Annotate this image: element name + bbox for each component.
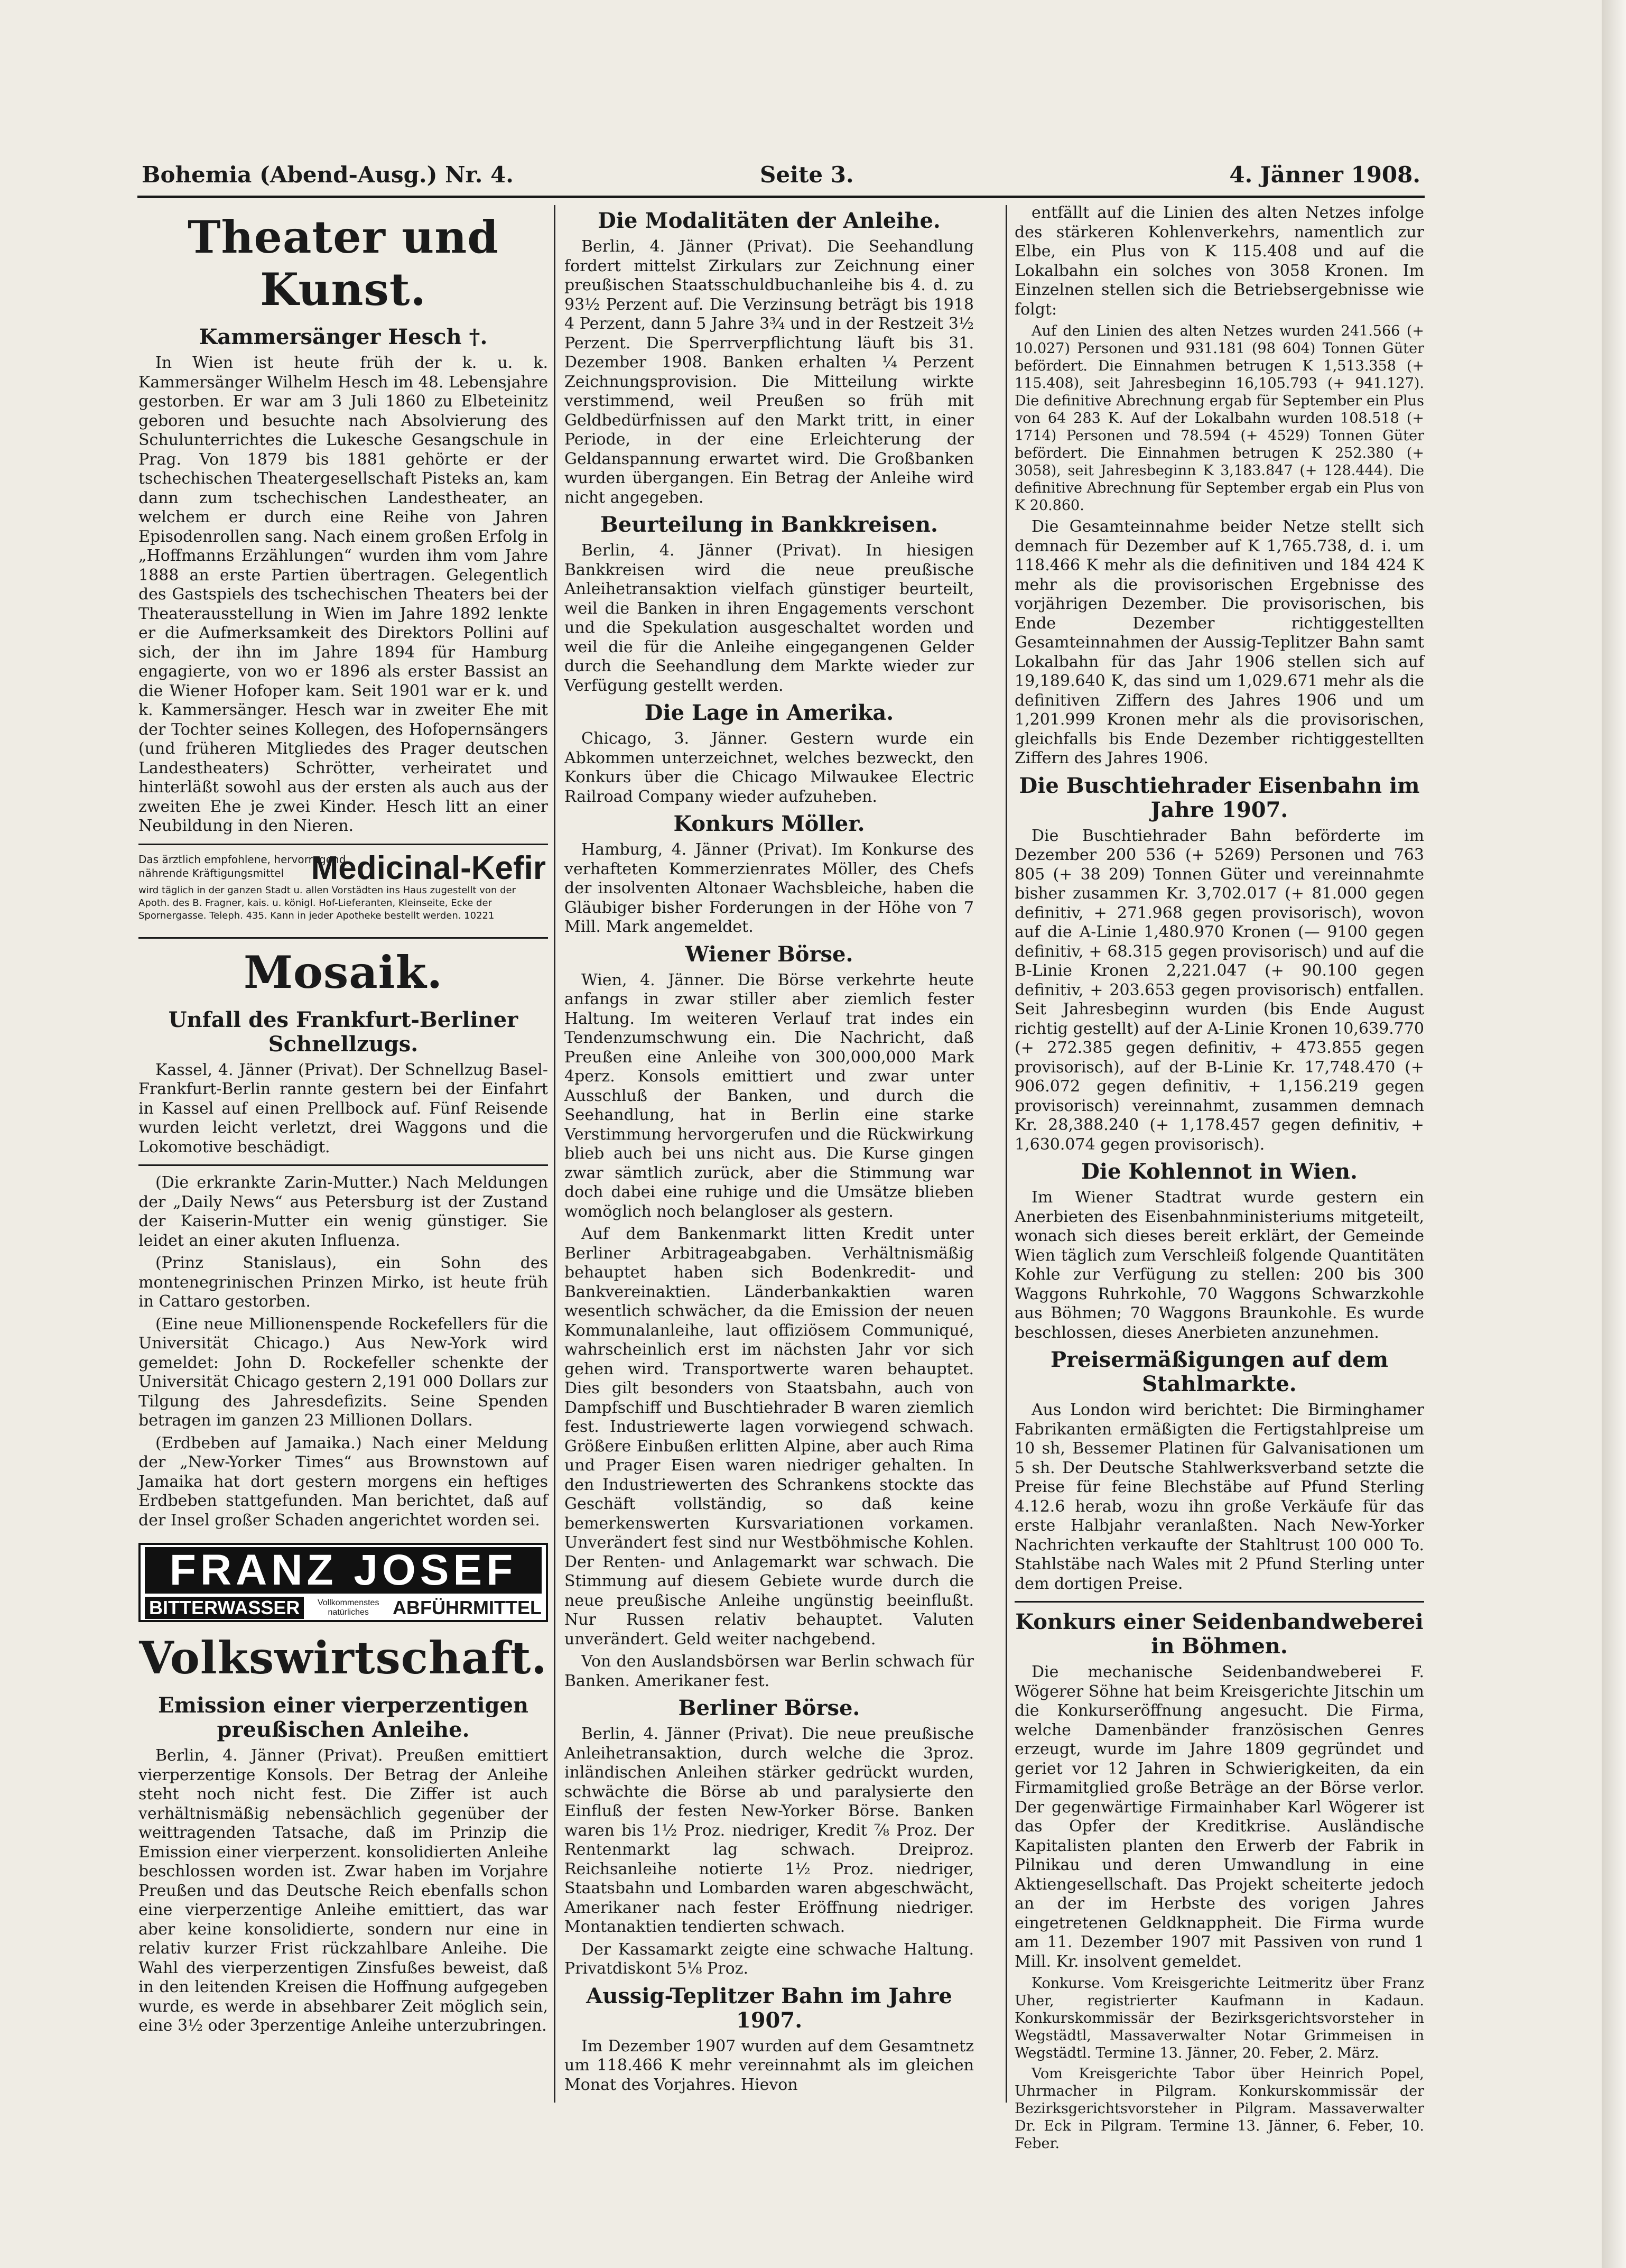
divider <box>138 1164 548 1166</box>
article-text-modalitaeten: Berlin, 4. Jänner (Privat). Die Seehandlung fordert mittelst Zirkulars zur Zeichnung einer preußischen Staatsschuldbuchanleihe bis 4. d. zu 93½ Perzent auf. Die Verzinsung beträgt bis 1918 4 Perzent, dann 5 Jahre 3¾ und in der Restzeit 3½ Perzent. Die Sperrverpflichtung läuft bis 31. Dezember 1908. Banken erhalten ¼ Perzent Zeichnungsprovision. Die Mitteilung wirkte verstimmend, weil Preußen so früh mit Geldbedürfnissen auf den Markt tritt, in einer Periode, in der eine Erleichterung der Geldanspannung erwartet wird. Die Großbanken wurden übergangen. Ein Betrag der Anleihe wird nicht angegeben. <box>564 237 974 507</box>
header-rule <box>137 196 1425 198</box>
article-title-unfall: Unfall des Frankfurt-Berliner Schnellzugs. <box>168 1007 518 1057</box>
article-title-moeller: Konkurs Möller. <box>673 811 865 836</box>
article-text-buschtiehrad: Die Buschtiehrader Bahn beförderte im Dezember 200 536 (+ 5269) Personen und 763 805 (+ 38 209) Tonnen Güter und vereinnahmte bisher zusammen Kr. 3,702.017 (+ 81.000 gegen definitiv, + 271.968 gegen provisorisch), wovon auf die A-Linie 1,480.970 Kronen (— 9100 gegen definitiv, + 68.315 gegen provisorisch) und auf die B-Linie Kronen 2,221.047 (+ 90.100 gegen definitiv, + 203.653 gegen provisorisch) entfallen. Seit Jahresbeginn wurden (bis Ende August richtig gestellt) auf der A-Linie Kronen 10,639.770 (+ 272.385 gegen definitiv, + 473.855 gegen provisorisch), auf der B-Linie Kr. 17,748.470 (+ 906.072 gegen definitiv, + 1,156.219 gegen provisorisch) vereinnahmt, zusammen demnach Kr. 28,388.240 (+ 1,178.457 gegen definitiv, + 1,630.074 gegen provisorisch). <box>1015 826 1424 1154</box>
article-text-wiener-boerse-2: Auf dem Bankenmarkt litten Kredit unter Berliner Arbitrageabgaben. Verhältnismäßig behauptet haben sich Bodenkredit- und Bankvereinaktien. Länderbankaktien waren wesentlich schwächer, da die Emission der neuen Kommunalanleihe, laut offiziösem Communiqué, wahrscheinlich erst im nächsten Jahr vor sich gehen wird. Transportwerte waren behauptet. Dies gilt besonders von Staatsbahn, auch von Dampfschiff und Buschtiehrader B waren ziemlich fest. Industriewerte lagen vorwiegend schwach. Größere Einbußen erlitten Alpine, aber auch Rima und Prager Eisen waren niedriger gehalten. In den Industriewerten des Schrankens stockte das Geschäft vollständig, so daß keine bemerkenswerten Kursvariationen vorkamen. Unverändert fest sind nur Westböhmische Kohlen. Der Renten- und Anlagemarkt war schwach. Die Stimmung auf diesem Gebiete wurde durch die neue preußische Anleihe ungünstig beeinflußt. Nur Russen relativ behauptet. Valuten unverändert. Geld weiter nachgebend. <box>564 1225 974 1649</box>
header-publication: Bohemia (Abend-Ausg.) Nr. 4. <box>142 162 514 188</box>
article-text-konkurse-2: Vom Kreisgerichte Tabor über Heinrich Popel, Uhrmacher in Pilgram. Konkurskommissär der Bezirksgerichtsvorsteher in Pilgram. Massaverwalter Dr. Eck in Pilgram. Termine 13. Jänner, 6. Feber, 10. Feber. <box>1015 2066 1424 2152</box>
article-text-aussig: Im Dezember 1907 wurden auf dem Gesamtnetz um 118.466 K mehr vereinnahmt als im gleichen Monat des Vorjahres. Hievon <box>564 2036 974 2094</box>
article-text-aussig-cont: entfällt auf die Linien des alten Netzes infolge des stärkeren Kohlenverkehrs, namentlich zur Elbe, ein Plus von K 115.408 und auf die Lokalbahn ein solches von 3058 Kronen. Im Einzelnen stellen sich die Betriebsergebnisse wie folgt: <box>1015 203 1424 319</box>
article-text-aussig-stats: Auf den Linien des alten Netzes wurden 241.566 (+ 10.027) Personen und 931.181 (98 604) Tonnen Güter befördert. Die Einnahmen betrugen K 1,513.358 (+ 115.408), seit Jahresbeginn 16,105.793 (+ 941.127). Die definitive Abrechnung ergab für September ein Plus von 64 283 K. Auf der Lokalbahn wurden 108.518 (+ 1714) Personen und 78.594 (+ 4529) Tonnen Güter befördert. Die Einnahmen betrugen K 252.380 (+ 3058), seit Jahresbeginn K 3,183.847 (+ 128.444). Die definitive Abrechnung für September ergab ein Plus von K 20.860. <box>1015 323 1424 514</box>
article-title-berliner-boerse: Berliner Börse. <box>678 1696 860 1720</box>
article-text-konkurse: Konkurse. Vom Kreisgerichte Leitmeritz über Franz Uher, registrierter Kaufmann in Kadaun. Konkurskommissär der Bezirksgerichtsvorsteher in Wegstädtl, Massaverwalter Notar Grimmeisen in Wegstädtl. Termine 13. Jänner, 20. Feber, 2. März. <box>1015 1975 1424 2061</box>
article-text-unfall: Kassel, 4. Jänner (Privat). Der Schnellzug Basel-Frankfurt-Berlin rannte gestern bei der Einfahrt in Kassel auf einen Prellbock auf. Fünf Reisende wurden leicht verletzt, drei Waggons und die Lokomotive beschädigt. <box>138 1060 548 1156</box>
article-title-emission: Emission einer vierperzentigen preußischen Anleihe. <box>158 1693 528 1742</box>
article-text-emission: Berlin, 4. Jänner (Privat). Preußen emittiert vierperzentige Konsols. Der Betrag der Anleihe steht noch nicht fest. Die Ziffer ist auch verhältnismäßig nebensächlich gegenüber der weittragenden Tatsache, daß im Prinzip die Emission einer vierperzent. konsolidierten Anleihe beschlossen worden ist. Zwar haben im Vorjahre Preußen und das Deutsche Reich ebenfalls schon eine vierperzentige Anleihe emittiert, das war aber keine konsolidierte, sondern nur eine in relativ kurzer Frist rückzahlbare Anleihe. Die Wahl des vierperzentigen Zinsfußes beweist, daß in den leitenden Kreisen die Hoffnung aufgegeben wurde, es werde in absehbarer Zeit möglich sein, eine 3½ oder 3perzentige Anleihe unterzubringen. <box>138 1746 548 2035</box>
advertisement-medicinal-kefir <box>138 844 548 939</box>
article-title-hesch: Kammersänger Hesch †. <box>199 325 488 349</box>
column-2 <box>564 203 974 2106</box>
ad-medicinal-name: Medicinal-Kefir <box>311 849 546 886</box>
article-title-kohlennot: Die Kohlennot in Wien. <box>1081 1159 1358 1184</box>
article-text-hesch: In Wien ist heute früh der k. u. k. Kammersänger Wilhelm Hesch im 48. Lebensjahre gestorben. Er war am 3 Juli 1860 zu Elbeteinitz geboren und besuchte nach Absolvierung des Schulunterrichtes die Lukesche Gesangschule in Prag. Von 1879 bis 1881 gehörte er der tschechischen Theatergesellschaft Pisteks an, kam dann zum tschechischen Landestheater, an welchem er durch eine Reihe von Jahren Episodenrollen sang. Nach einem großen Erfolg in „Hoffmanns Erzählungen“ wurden ihm vom Jahre 1888 an erste Partien übertragen. Gelegentlich des Gastspiels des tschechischen Theaters bei der Theaterausstellung in Wien im Jahre 1892 lenkte er die Aufmerksamkeit des Direktors Pollini auf sich, der ihn im Jahre 1894 für Hamburg engagierte, von wo er 1896 als erster Bassist an die Wiener Hofoper kam. Seit 1901 war er k. und k. Kammersänger. Hesch war in zweiter Ehe mit der Tochter seines Kollegen, des Hofopernsängers (und früheren Mitgliedes des Prager deutschen Landestheaters) Schrötter, verheiratet und hinterläßt sowohl aus der ersten als auch aus der zweiten Ehe je zwei Kinder. Hesch litt an einer Neubildung in den Nieren. <box>138 354 548 835</box>
article-text-aussig-2: Die Gesamteinnahme beider Netze stellt sich demnach für Dezember auf K 1,765.738, d. i. um 118.466 K mehr als die definitiven und 184 424 K mehr als die provisorischen Ergebnisse des vorjährigen Dezember. Die provisorischen, bis Ende Dezember richtiggestellten Gesamteinnahmen der Aussig-Teplitzer Bahn samt Lokalbahn für das Jahr 1906 stellen sich auf 19,189.640 K, das sind um 1,029.671 mehr als die definitiven Ziffern des Jahres 1906 und um 1,201.999 Kronen mehr als die provisorischen, gleichfalls bis Ende Dezember richtiggestellten Ziffern des Jahres 1906. <box>1015 517 1424 767</box>
ad-medicinal-tagline: Das ärztlich empfohlene, hervorragend nährende Kräftigungsmittel <box>138 853 346 880</box>
ad-franz-type: ABFÜHRMITTEL <box>393 1597 542 1618</box>
article-text-kohlennot: Im Wiener Stadtrat wurde gestern ein Anerbieten des Eisenbahnministeriums mitgeteilt, wonach sich dieses bereit erklärt, der Gemeinde Wien täglich zum Verschleiß folgende Quantitäten Kohle zur Verfügung zu stellen: 200 bis 300 Waggons Ruhrkohle, 70 Waggons Schwarzkohle aus Böhmen; 70 Waggons Braunkohle. Es wurde beschlossen, dieses Anerbieten anzunehmen. <box>1015 1188 1424 1342</box>
ad-franz-product: BITTERWASSER <box>145 1597 304 1619</box>
article-text-berliner-boerse: Berlin, 4. Jänner (Privat). Die neue preußische Anleihetransaktion, durch welche die 3proz. inländischen Anleihen stärker gedrückt wurden, schwächte die Börse ab und paralysierte den Einfluß der festen New-Yorker Börse. Banken waren bis 1½ Proz. niedriger, Kredit ⅞ Proz. Der Rentenmarkt lag schwach. Dreiproz. Reichsanleihe notierte 1½ Proz. niedriger, Staatsbahn und Lombarden waren abgeschwächt, Amerikaner nach fester Eröffnung niedriger. Montanaktien tendierten schwach. <box>564 1725 974 1936</box>
article-title-wiener-boerse: Wiener Börse. <box>685 941 853 967</box>
page-header <box>142 162 1420 193</box>
article-text-wiener-boerse: Wien, 4. Jänner. Die Börse verkehrte heute anfangs in zwar stiller aber ziemlich fester Haltung. Im weiteren Verlauf trat indes ein Tendenzumschwung ein. Die Nachricht, daß Preußen eine Anleihe von 300,000,000 Mark 4perz. Konsols emittiert und zwar unter Ausschluß der Banken, und durch die Seehandlung, hat in Berlin eine starke Verstimmung hervorgerufen und die Rückwirkung blieb auch bei uns nicht aus. Die Kurse gingen zwar sämtlich zurück, aber die Stimmung war doch dabei eine ruhige und die Umsätze blieben womöglich noch belangloser als gestern. <box>564 970 974 1221</box>
article-text-stanislaus: (Prinz Stanislaus), ein Sohn des montenegrinischen Prinzen Mirko, ist heute früh in Cattaro gestorben. <box>138 1254 548 1311</box>
header-page-number: Seite 3. <box>760 162 854 188</box>
article-title-aussig: Aussig-Teplitzer Bahn im Jahre 1907. <box>586 1983 952 2033</box>
article-text-moeller: Hamburg, 4. Jänner (Privat). Im Konkurse des verhafteten Kommerzienrates Möller, des Chefs der insolventen Altonaer Wachsbleiche, haben die Gläubiger bisher Forderungen in der Höhe von 7 Mill. Mark angemeldet. <box>564 840 974 936</box>
column-rule-1 <box>554 205 555 2103</box>
article-text-seide: Die mechanische Seidenbandweberei F. Wögerer Söhne hat beim Kreisgerichte Jitschin um die Konkurseröffnung angesucht. Die Firma, welche Damenbänder französischen Genres erzeugt, wurde im Jahre 1809 gegründet und geriet vor 12 Jahren in Schwierigkeiten, da ein Firmamitglied große Beträge an der Börse verlor. Der gegenwärtige Firmainhaber Karl Wögerer ist das Opfer der Kreditkrise. Ausländische Kapitalisten planten den Erwerb der Fabrik in Pilnikau und deren Umwandlung in eine Aktiengesellschaft. Das Projekt scheiterte jedoch an der im Herbste des vorigen Jahres eingetretenen Geldknappheit. Die Firma wurde am 11. Dezember 1907 mit Passiven von rund 1 Mill. Kr. insolvent gemeldet. <box>1015 1663 1424 1971</box>
page-edge <box>1602 0 1626 2268</box>
article-text-amerika: Chicago, 3. Jänner. Gestern wurde ein Abkommen unterzeichnet, welches bezweckt, den Konkurs über die Chicago Milwaukee Electric Railroad Company wieder aufzuheben. <box>564 729 974 806</box>
column-rule-2 <box>1006 205 1007 2103</box>
ad-medicinal-details: wird täglich in der ganzen Stadt u. allen Vorstädten ins Haus zugestellt von der Apoth. des B. Fragner, kais. u. königl. Hof-Lieferanten, Kleinseite, Ecke der Spornergasse. Teleph. 435. Kann in jeder Apotheke bestellt werden. 10221 <box>138 884 516 921</box>
column-3 <box>1015 203 1424 2152</box>
article-text-preis: Aus London wird berichtet: Die Birminghamer Fabrikanten ermäßigten die Fertigstahlpreise um 10 sh, Bessemer Platinen für Galvanisationen um 5 sh. Der Deutsche Stahlwerksverband setzte die Preise für feine Blechstäbe auf Pfund Sterling 4.12.6 herab, wozu ihn große Verkäufe für das erste Halbjahr veranlaßten. Nach New-Yorker Nachrichten verkaufte der Stahltrust 100 000 To. Stahlstäbe nach Wales mit 2 Pfund Sterling unter dem dortigen Preise. <box>1015 1401 1424 1593</box>
article-text-rockefeller: (Eine neue Millionenspende Rockefellers für die Universität Chicago.) Aus New-York wird gemeldet: John D. Rockefeller schenkte der Universität Chicago gestern 2,191 000 Dollars zur Tilgung des Jahresdefizits. Seine Spenden betragen im ganzen 23 Millionen Dollars. <box>138 1314 548 1430</box>
article-title-modalitaeten: Die Modalitäten der Anleihe. <box>598 208 941 233</box>
article-text-wiener-boerse-3: Von den Auslandsbörsen war Berlin schwach für Banken. Amerikaner fest. <box>564 1652 974 1690</box>
section-heading-mosaik: Mosaik. <box>243 946 443 998</box>
section-heading-volkswirtschaft: Volkswirtschaft. <box>139 1632 547 1684</box>
article-title-preis: Preisermäßigungen auf dem Stahlmarkte. <box>1050 1347 1389 1396</box>
article-title-beurteilung: Beurteilung in Bankkreisen. <box>600 512 938 537</box>
header-date: 4. Jänner 1908. <box>1229 162 1420 188</box>
section-heading-theater: Theater und Kunst. <box>187 211 499 316</box>
article-text-beurteilung: Berlin, 4. Jänner (Privat). In hiesigen Bankkreisen wird die neue preußische Anleihetransaktion vielfach günstiger beurteilt, weil die Banken in ihren Engagements verschont und die Spekulation ausgeschaltet worden und weil die für die Anleihe eingegangenen Gelder durch die Seehandlung dem Markte wieder zur Verfügung gestellt werden. <box>564 541 974 695</box>
advertisement-franz-josef <box>138 1543 548 1622</box>
column-1 <box>138 203 548 2106</box>
article-title-amerika: Die Lage in Amerika. <box>644 700 894 725</box>
article-text-berliner-boerse-2: Der Kassamarkt zeigte eine schwache Haltung. Privatdiskont 5⅛ Proz. <box>564 1940 974 1978</box>
article-title-buschtiehrad: Die Buschtiehrader Eisenbahn im Jahre 1907. <box>1019 773 1420 822</box>
ad-franz-brand: FRANZ JOSEF <box>145 1547 542 1594</box>
ad-franz-claim: Vollkommenstes natürliches <box>317 1598 379 1617</box>
article-text-jamaika: (Erdbeben auf Jamaika.) Nach einer Meldung der „New-Yorker Times“ aus Brownstown auf Jamaika hat dort gestern morgens ein heftiges Erdbeben stattgefunden. Man berichtet, daß auf der Insel großer Schaden angerichtet worden sei. <box>138 1433 548 1530</box>
article-title-seide: Konkurs einer Seidenbandweberei in Böhmen. <box>1015 1609 1424 1659</box>
article-text-zarin: (Die erkrankte Zarin-Mutter.) Nach Meldungen der „Daily News“ aus Petersburg ist der Zustand der Kaiserin-Mutter ein wenig günstiger. Sie leidet an einer akuten Influenza. <box>138 1173 548 1250</box>
divider <box>1015 1601 1424 1603</box>
